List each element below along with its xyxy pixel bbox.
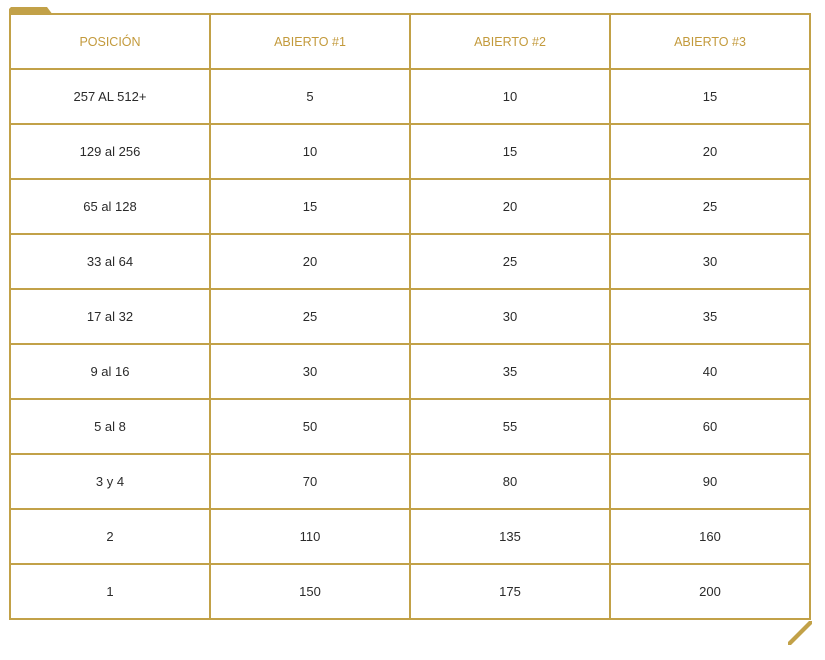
cell-posicion: 129 al 256 (10, 124, 210, 179)
table-row (10, 69, 810, 124)
cell-abierto-2: 80 (410, 454, 610, 509)
cell-posicion: 17 al 32 (10, 289, 210, 344)
cell-abierto-3: 200 (610, 564, 810, 619)
table-row (10, 234, 810, 289)
cell-posicion: 1 (10, 564, 210, 619)
table-row (10, 454, 810, 509)
table-row (10, 289, 810, 344)
cell-abierto-3: 35 (610, 289, 810, 344)
table-row (10, 124, 810, 179)
cell-posicion: 257 AL 512+ (10, 69, 210, 124)
table-row (10, 179, 810, 234)
cell-abierto-1: 5 (210, 69, 410, 124)
corner-cut-decoration (788, 621, 812, 645)
table-row (10, 564, 810, 619)
cell-abierto-2: 10 (410, 69, 610, 124)
cell-posicion: 5 al 8 (10, 399, 210, 454)
cell-abierto-1: 50 (210, 399, 410, 454)
cell-abierto-3: 90 (610, 454, 810, 509)
cell-posicion: 9 al 16 (10, 344, 210, 399)
cell-abierto-2: 135 (410, 509, 610, 564)
cell-abierto-1: 30 (210, 344, 410, 399)
cell-abierto-2: 15 (410, 124, 610, 179)
cell-abierto-2: 25 (410, 234, 610, 289)
header-abierto-1: ABIERTO #1 (210, 14, 410, 69)
cell-posicion: 65 al 128 (10, 179, 210, 234)
header-abierto-2: ABIERTO #2 (410, 14, 610, 69)
cell-posicion: 33 al 64 (10, 234, 210, 289)
header-abierto-3: ABIERTO #3 (610, 14, 810, 69)
cell-abierto-1: 15 (210, 179, 410, 234)
header-row (10, 14, 810, 69)
cell-abierto-1: 25 (210, 289, 410, 344)
cell-posicion: 2 (10, 509, 210, 564)
cell-posicion: 3 y 4 (10, 454, 210, 509)
cell-abierto-2: 175 (410, 564, 610, 619)
table-row (10, 509, 810, 564)
cell-abierto-1: 10 (210, 124, 410, 179)
cell-abierto-3: 40 (610, 344, 810, 399)
cell-abierto-1: 150 (210, 564, 410, 619)
cell-abierto-3: 15 (610, 69, 810, 124)
cell-abierto-2: 20 (410, 179, 610, 234)
cell-abierto-3: 20 (610, 124, 810, 179)
header-posicion: POSICIÓN (10, 14, 210, 69)
cell-abierto-1: 70 (210, 454, 410, 509)
cell-abierto-1: 110 (210, 509, 410, 564)
cell-abierto-3: 60 (610, 399, 810, 454)
cell-abierto-3: 30 (610, 234, 810, 289)
points-table (9, 13, 811, 620)
cell-abierto-3: 25 (610, 179, 810, 234)
cell-abierto-3: 160 (610, 509, 810, 564)
table-row (10, 344, 810, 399)
cell-abierto-1: 20 (210, 234, 410, 289)
table-row (10, 399, 810, 454)
cell-abierto-2: 55 (410, 399, 610, 454)
cell-abierto-2: 30 (410, 289, 610, 344)
cell-abierto-2: 35 (410, 344, 610, 399)
